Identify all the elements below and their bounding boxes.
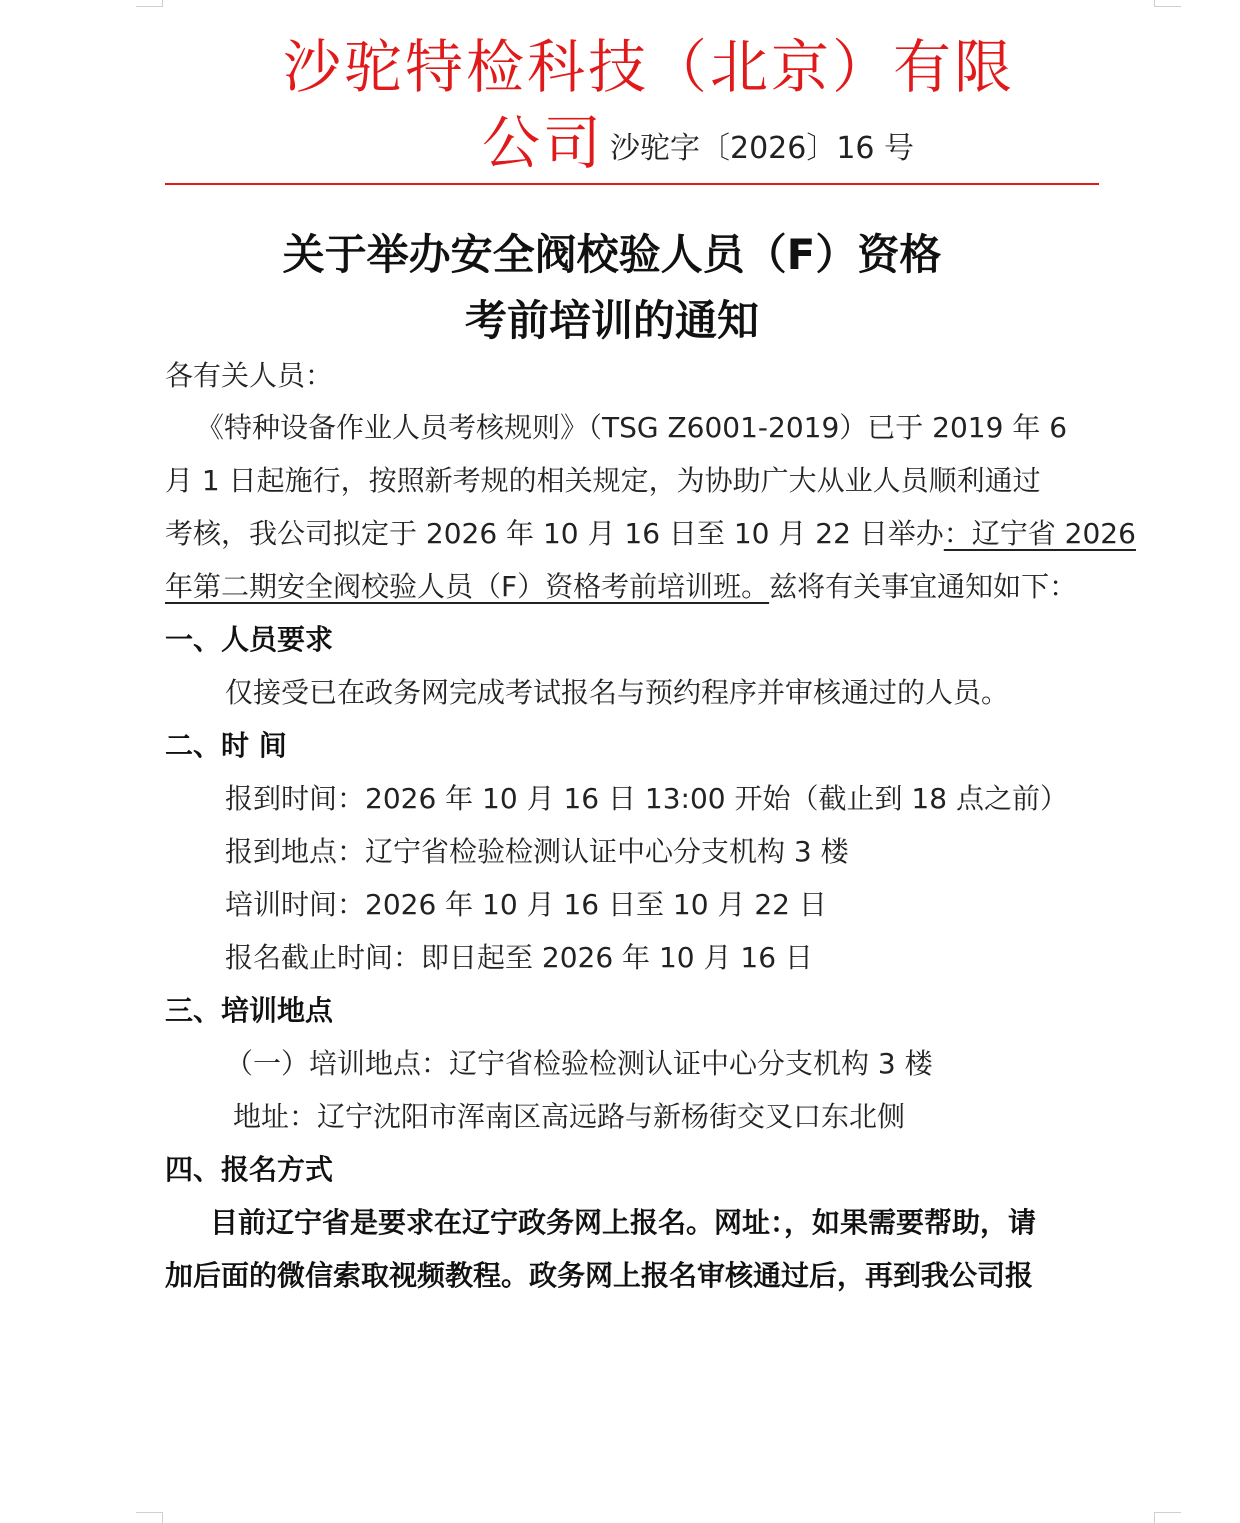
intro-line2: 月 1 日起施行，按照新考规的相关规定，为协助广大从业人员顺利通过	[165, 464, 1041, 497]
report-place: 报到地点：辽宁省检验检测认证中心分支机构 3 楼	[225, 835, 849, 868]
document-number: 沙驼字〔2026〕16 号	[610, 131, 915, 166]
intro-event-name-underlined: ：辽宁省 2026	[943, 517, 1136, 550]
intro-line4	[165, 570, 1078, 603]
section-heading-registration: 四、报名方式	[165, 1153, 334, 1186]
registration-text-line1: 目前辽宁省是要求在辽宁政务网上报名。网址：，如果需要帮助，请	[210, 1206, 1037, 1239]
registration-text-line2: 加后面的微信索取视频教程。政务网上报名审核通过后，再到我公司报	[165, 1259, 1034, 1292]
report-time: 报到时间：2026 年 10 月 16 日 13:00 开始（截止到 18 点之前）	[225, 782, 1068, 815]
section-heading-requirements: 一、人员要求	[165, 623, 334, 656]
notice-title-line1: 关于举办安全阀校验人员（F）资格	[282, 230, 942, 279]
requirements-text: 仅接受已在政务网完成考试报名与预约程序并审核通过的人员。	[225, 676, 1010, 709]
company-name-line1: 沙驼特检科技（北京）有限	[283, 33, 1016, 101]
intro-line4-text: 兹将有关事宜通知如下：	[769, 570, 1078, 603]
section-heading-location: 三、培训地点	[165, 994, 334, 1027]
registration-deadline: 报名截止时间：即日起至 2026 年 10 月 16 日	[225, 941, 813, 974]
intro-line1: 《特种设备作业人员考核规则》（TSG Z6001-2019）已于 2019 年 6	[196, 411, 1068, 444]
salutation: 各有关人员：	[165, 359, 334, 392]
intro-event-name-underlined-cont: 年第二期安全阀校验人员（F）资格考前培训班。	[165, 570, 770, 603]
page-corner-mark-bottom-left	[136, 1512, 163, 1523]
notice-title-line2: 考前培训的通知	[464, 296, 759, 345]
intro-line3-text: 考核，我公司拟定于 2026 年 10 月 16 日至 10 月 22 日举办	[165, 517, 944, 550]
red-header-divider	[165, 183, 1099, 185]
intro-line3	[165, 517, 1136, 550]
section-heading-time: 二、时 间	[165, 729, 287, 762]
page-corner-mark-bottom-right	[1154, 1512, 1181, 1523]
training-address: 地址：辽宁沈阳市浑南区高远路与新杨街交叉口东北侧	[233, 1100, 906, 1133]
training-time: 培训时间：2026 年 10 月 16 日至 10 月 22 日	[225, 888, 827, 921]
page-corner-mark-top-right	[1154, 0, 1181, 7]
company-name-line2: 公司	[482, 109, 605, 177]
page-corner-mark-top-left	[136, 0, 163, 7]
training-location: （一）培训地点：辽宁省检验检测认证中心分支机构 3 楼	[225, 1047, 933, 1080]
